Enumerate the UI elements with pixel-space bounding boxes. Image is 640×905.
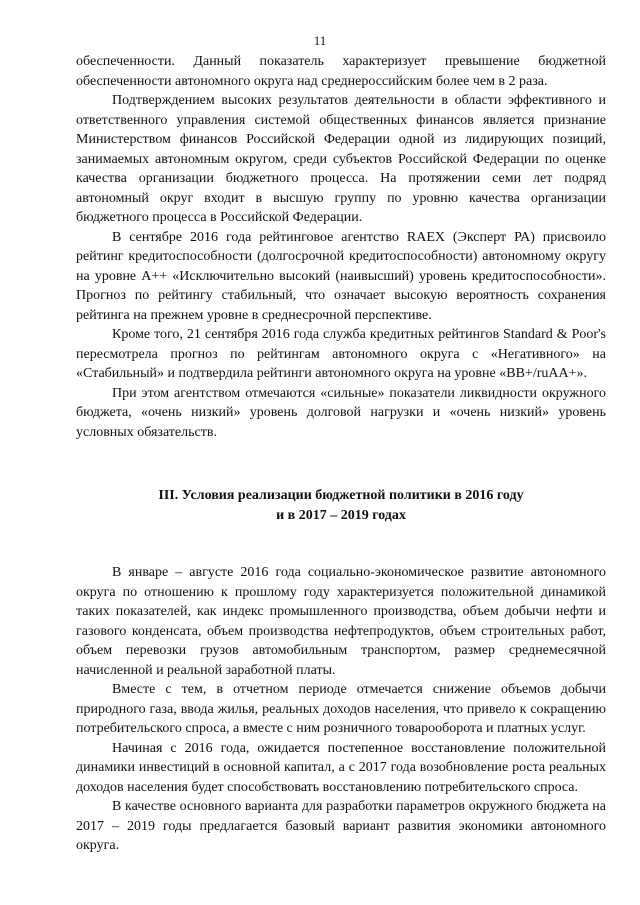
paragraph: Вместе с тем, в отчетном периоде отмечается снижение объемов добычи природного газа, ввода жилья, реальных доходов населения, что привело к сокращению потребительского спроса, а вместе с ним розничного товарооборота и платных услуг. xyxy=(76,682,606,736)
paragraph: Подтверждением высоких результатов деятельности в области эффективного и ответственного управления системой общественных финансов является признание Министерством финансов Российской Федерации одной из лидирующих позиций, занимаемых автономным округом, среди субъектов Российской Федерации по оценке качества организации бюджетного процесса. На протяжении семи лет подряд автономный округ входит в высшую группу по уровню качества организации бюджетного процесса в Российской Федерации. xyxy=(76,93,606,225)
page-number: 11 xyxy=(313,33,327,48)
section-heading-line1: III. Условия реализации бюджетной политики в 2016 году xyxy=(158,488,524,503)
paragraph: При этом агентством отмечаются «сильные» показатели ликвидности окружного бюджета, «очень низкий» уровень долговой нагрузки и «очень низкий» уровень условных обязательств. xyxy=(76,385,606,440)
paragraph: обеспеченности. Данный показатель характеризует превышение бюджетной обеспеченности автономного округа над среднероссийским более чем в 2 раза. xyxy=(76,54,606,89)
section-heading xyxy=(76,486,606,525)
paragraph: Начиная с 2016 года, ожидается постепенное восстановление положительной динамики инвестиций в основной капитал, а с 2017 года возобновление роста реальных доходов населения будет способствовать восстановлению потребительского спроса. xyxy=(76,740,606,795)
paragraph: В сентябре 2016 года рейтинговое агентство RAEX (Эксперт РА) присвоило рейтинг кредитоспособности (долгосрочной кредитоспособности) автономному округу на уровне А++ «Исключительно высокий (наивысший) уровень кредитоспособности». Прогноз по рейтингу стабильный, что означает высокую вероятность сохранения рейтинга на прежнем уровне в среднесрочной перспективе. xyxy=(76,229,606,323)
paragraph: Кроме того, 21 сентября 2016 года служба кредитных рейтингов Standard & Poor's пересмотрела прогноз по рейтингам автономного округа с «Негативного» на «Стабильный» и подтвердила рейтинги автономного округа на уровне «BB+/ruAA+». xyxy=(76,327,606,381)
document-body xyxy=(76,52,606,856)
paragraph: В январе – августе 2016 года социально-экономическое развитие автономного округа по отношению к прошлому году характеризуется положительной динамикой таких показателей, как индекс промышленного производства, объем добычи нефти и газового конденсата, объем производства нефтепродуктов, объем строительных работ, объем перевозки грузов автомобильным транспортом, размер среднемесячной начисленной и реальной заработной платы. xyxy=(76,565,606,678)
section-heading-line2: и в 2017 – 2019 годах xyxy=(276,507,406,523)
paragraph: В качестве основного варианта для разработки параметров окружного бюджета на 2017 – 2019 годы предлагается базовый вариант развития экономики автономного округа. xyxy=(76,799,606,853)
